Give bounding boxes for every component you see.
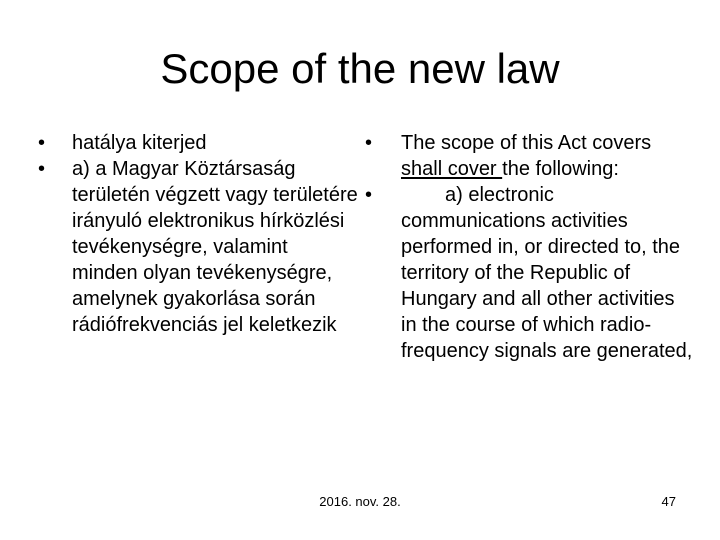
right-bullet-text-suffix: the following: [502, 158, 619, 180]
footer-date: 2016. nov. 28. [319, 494, 401, 509]
right-bullet-amended-text: shall cover [401, 158, 503, 180]
left-column-hungarian [38, 130, 358, 338]
left-bullet-scope-intro [38, 130, 358, 156]
right-column-english [365, 130, 695, 364]
left-bullet-scope-detail [38, 156, 358, 338]
slide-title: Scope of the new law [160, 45, 560, 92]
right-bullet-scope-intro [365, 130, 695, 182]
right-bullet-scope-detail [365, 182, 695, 364]
bullet-icon: • [365, 132, 373, 154]
page-number: 47 [661, 494, 676, 509]
right-bullet-text: a) electronic communications activities performed in, or directed to, the territory of the Republic of Hungary and all other activities in the course of which radio-frequency signals are generated, [401, 184, 693, 362]
bullet-icon: • [38, 132, 46, 154]
bullet-icon: • [38, 158, 46, 180]
bullet-icon: • [365, 184, 373, 206]
left-bullet-text: hatálya kiterjed [72, 132, 207, 154]
right-bullet-text-prefix: The scope of this Act covers [401, 132, 652, 154]
left-bullet-text: a) a Magyar Köztársaság területén végzett vagy területére irányuló elektronikus hírközlési tevékenységre, valamint minden olyan tevékenységre, amelynek gyakorlása során rádiófrekvenciás jel keletkezik [72, 158, 358, 336]
